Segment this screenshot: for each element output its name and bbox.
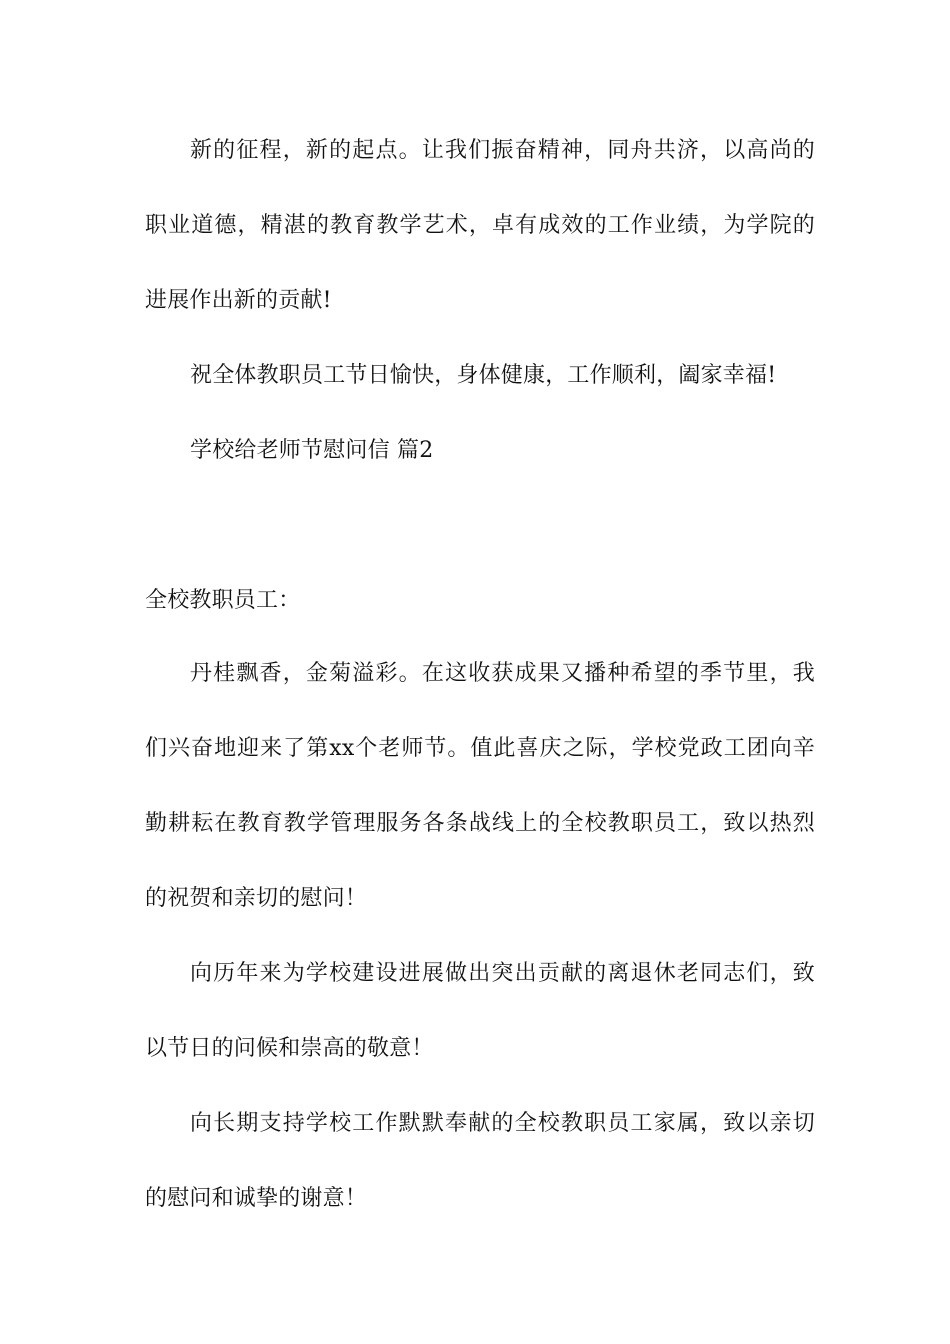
section-heading: 学校给老师节慰问信 篇2	[190, 438, 434, 463]
paragraph-line: 的祝贺和亲切的慰问！	[145, 886, 368, 911]
paragraph-line: 勤耕耘在教育教学管理服务各条战线上的全校教职员工，致以热烈	[145, 811, 815, 836]
paragraph-line: 进展作出新的贡献!	[145, 288, 332, 313]
paragraph-line: 祝全体教职员工节日愉快，身体健康，工作顺利，阖家幸福!	[190, 363, 777, 388]
paragraph-line: 向历年来为学校建设进展做出突出贡献的离退休老同志们，致	[190, 961, 815, 986]
salutation: 全校教职员工：	[145, 588, 301, 613]
paragraph-line: 新的征程，新的起点。让我们振奋精神，同舟共济，以高尚的	[190, 138, 815, 163]
paragraph-line: 的慰问和诚挚的谢意！	[145, 1186, 368, 1211]
paragraph-line: 丹桂飘香，金菊溢彩。在这收获成果又播种希望的季节里，我	[190, 661, 815, 686]
paragraph-line: 职业道德，精湛的教育教学艺术，卓有成效的工作业绩，为学院的	[145, 213, 815, 238]
paragraph-line: 们兴奋地迎来了第xx个老师节。值此喜庆之际，学校党政工团向辛	[145, 736, 815, 761]
paragraph-line: 向长期支持学校工作默默奉献的全校教职员工家属，致以亲切	[190, 1111, 815, 1136]
paragraph-line: 以节日的问候和崇高的敬意！	[145, 1036, 434, 1061]
